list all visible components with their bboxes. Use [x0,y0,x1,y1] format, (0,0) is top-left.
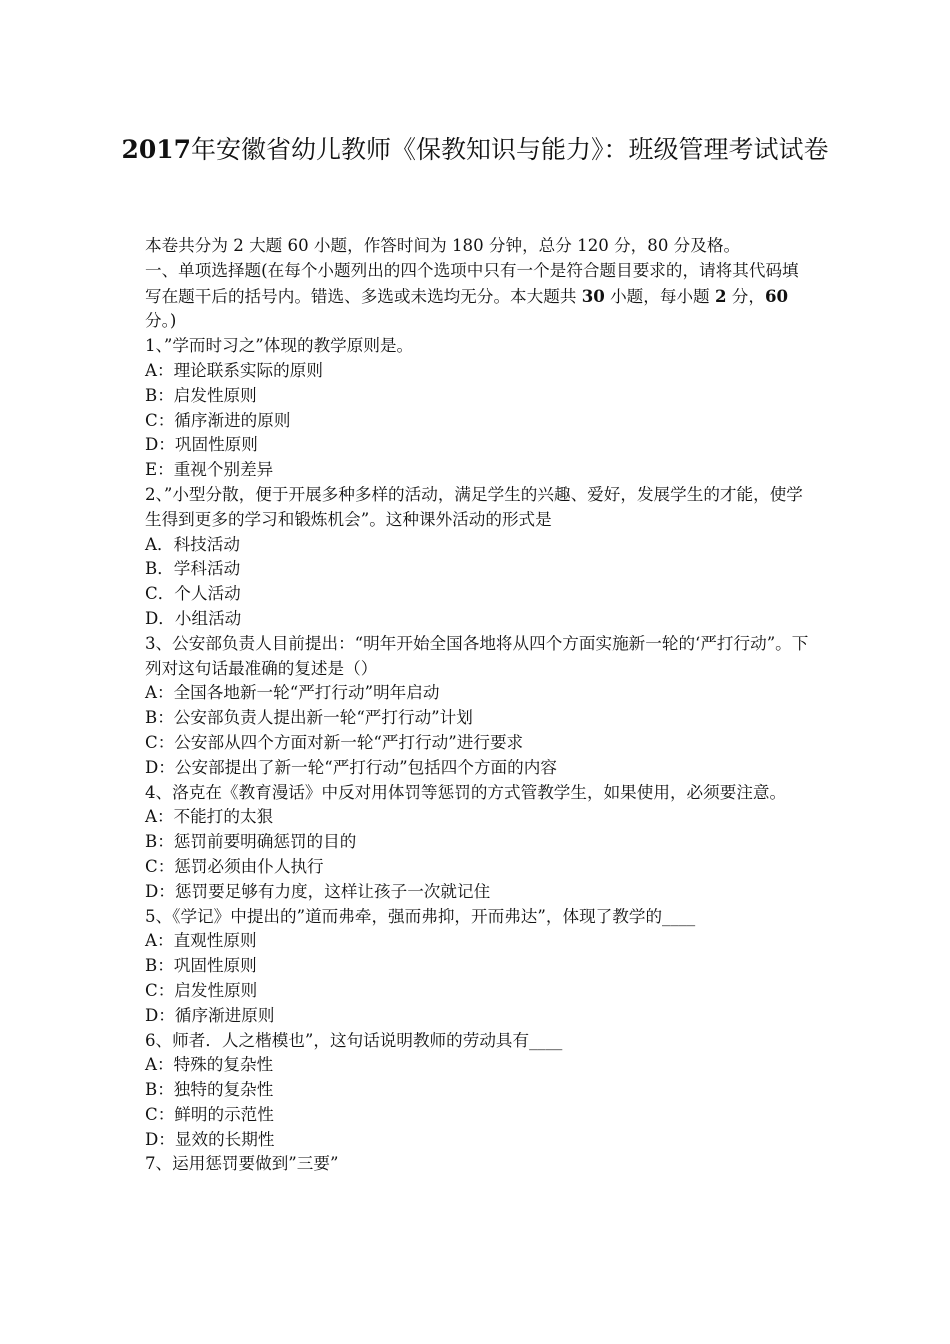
answer-option: A：全国各地新一轮“严打行动”明年启动 [145,683,440,703]
question-list [145,334,810,1177]
section-points-each: 2 [714,285,727,306]
section-text-d: 分。) [145,311,177,331]
answer-option: B：公安部负责人提出新一轮“严打行动”计划 [145,708,473,728]
question-stem: 4、洛克在《教育漫话》中反对用体罚等惩罚的方式管教学生，如果使用，必须要注意。 [145,782,787,802]
section-text-c: 分， [726,286,765,306]
question-stem: 3、公安部负责人目前提出：“明年开始全国各地将从四个方面实施新一轮的‘严打行动”。下列对这句话最准确的复述是（） [145,633,809,678]
exam-content [145,234,810,1177]
answer-option: D：巩固性原则 [145,435,258,455]
page-title [120,120,830,180]
answer-option: A：特殊的复杂性 [145,1055,274,1075]
answer-option: B：惩罚前要明确惩罚的目的 [145,832,357,852]
answer-option: B：巩固性原则 [145,956,257,976]
answer-option: D：公安部提出了新一轮“严打行动”包括四个方面的内容 [145,757,557,777]
section-text-b: 小题，每小题 [604,286,715,306]
answer-option: A：不能打的太狠 [145,807,274,827]
answer-option: A．科技活动 [145,534,240,554]
section-text-a: 一、单项选择题(在每个小题列出的四个选项中只有一个是符合题目要求的，请将其代码填写在题干后的括号内。错选、多选或未选均无分。本大题共 [145,260,799,306]
section-heading [145,259,810,334]
answer-option: B：独特的复杂性 [145,1080,274,1100]
title-year: 2017 [121,135,192,164]
question-stem: 2、”小型分散，便于开展多种多样的活动，满足学生的兴趣、爱好，发展学生的才能，使学生得到更多的学习和锻炼机会”。这种课外活动的形式是 [145,484,803,529]
answer-option: C：启发性原则 [145,980,258,1000]
answer-option: B：启发性原则 [145,385,257,405]
answer-option: D：显效的长期性 [145,1129,275,1149]
answer-option: C：惩罚必须由仆人执行 [145,856,324,876]
answer-option: E：重视个别差异 [145,460,274,480]
question-stem: 7、运用惩罚要做到”三要” [145,1154,339,1174]
intro-paragraph: 本卷共分为 2 大题 60 小题，作答时间为 180 分钟，总分 120 分，80 分及格。 [145,236,741,255]
answer-option: B．学科活动 [145,559,241,579]
section-points-total: 60 [764,285,789,306]
answer-option: A：理论联系实际的原则 [145,360,323,380]
title-text: 年安徽省幼儿教师《保教知识与能力》：班级管理考试试卷 [191,135,829,164]
answer-option: C：公安部从四个方面对新一轮“严打行动”进行要求 [145,732,524,752]
answer-option: C：鲜明的示范性 [145,1104,274,1124]
answer-option: D．小组活动 [145,608,242,628]
answer-option: A：直观性原则 [145,931,257,951]
question-stem: 1、”学而时习之”体现的教学原则是。 [145,336,414,356]
section-count: 30 [581,285,605,306]
answer-option: D：循序渐进原则 [145,1005,275,1025]
question-stem: 6、师者．人之楷模也”，这句话说明教师的劳动具有____ [145,1030,563,1050]
answer-option: C．个人活动 [145,584,241,604]
answer-option: C：循序渐进的原则 [145,410,291,430]
answer-option: D：惩罚要足够有力度，这样让孩子一次就记住 [145,881,491,901]
question-stem: 5、《学记》中提出的”道而弗牵，强而弗抑，开而弗达”，体现了教学的____ [145,906,696,926]
